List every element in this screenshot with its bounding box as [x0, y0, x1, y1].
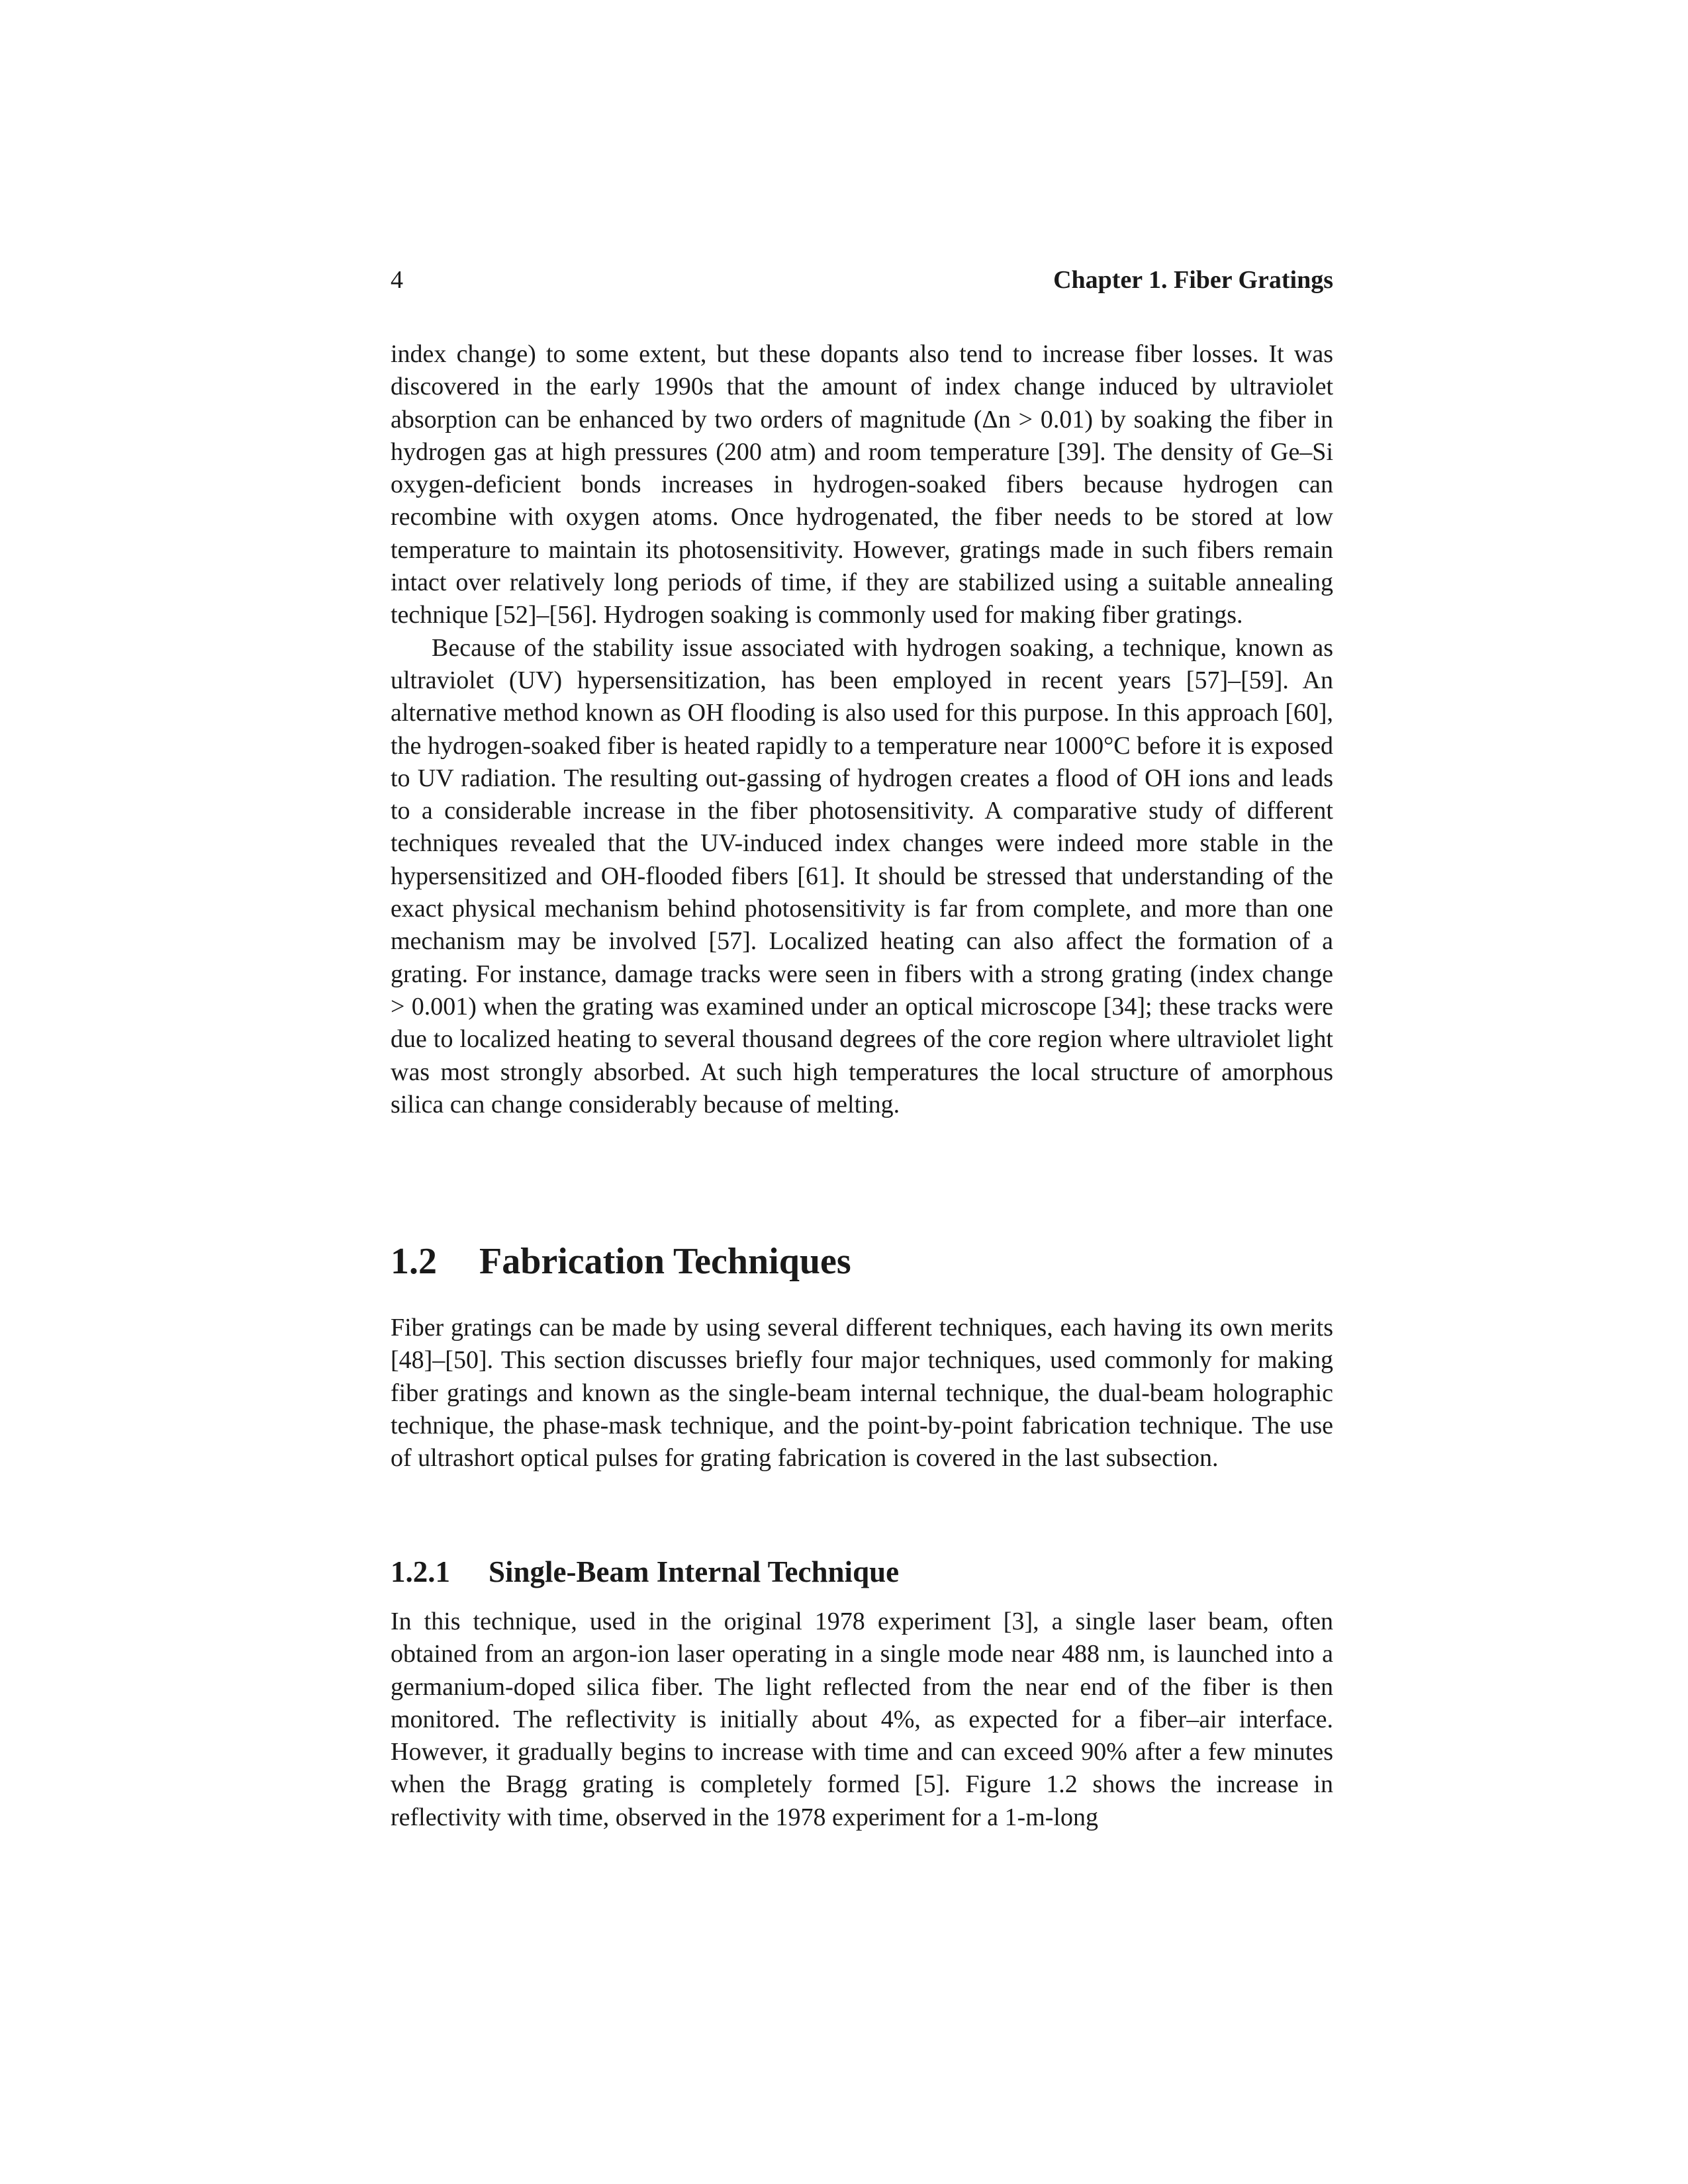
intro-text-block — [391, 338, 1333, 1121]
subsection-text-block — [391, 1606, 1333, 1834]
running-head: Chapter 1. Fiber Gratings — [1053, 266, 1333, 294]
paragraph: Because of the stability issue associated with hydrogen soaking, a technique, known as ultraviolet (UV) hypersensitization, has been employed in recent years [57]–[59]. An alternative method known as OH flooding is also used for this purpose. In this approach [60], the hydrogen-soaked fiber is heated rapidly to a temperature near 1000°C before it is exposed to UV radiation. The resulting out-gassing of hydrogen creates a flood of OH ions and leads to a considerable increase in the fiber photosensitivity. A comparative study of different techniques revealed that the UV-induced index changes were indeed more stable in the hypersensitized and OH-flooded fibers [61]. It should be stressed that understanding of the exact physical mechanism behind photosensitivity is far from complete, and more than one mechanism may be involved [57]. Localized heating can also affect the formation of a grating. For instance, damage tracks were seen in fibers with a strong grating (index change > 0.001) when the grating was examined under an optical microscope [34]; these tracks were due to localized heating to several thousand degrees of the core region where ultraviolet light was most strongly absorbed. At such high temperatures the local structure of amorphous silica can change considerably because of melting. — [391, 633, 1333, 1118]
paragraph: index change) to some extent, but these dopants also tend to increase fiber losses. It was discovered in the early 1990s that the amount of index change induced by ultraviolet absorption can be enhanced by two orders of magnitude (Δn > 0.01) by soaking the fiber in hydrogen gas at high pressures (200 atm) and room temperature [39]. The density of Ge–Si oxygen-deficient bonds increases in hydrogen-soaked fibers because hydrogen can recombine with oxygen atoms. Once hydrogenated, the fiber needs to be stored at low temperature to maintain its photosensitivity. However, gratings made in such fibers remain intact over relatively long periods of time, if they are stabilized using a suitable annealing technique [52]–[56]. Hydrogen soaking is commonly used for making fiber gratings. — [391, 340, 1333, 629]
subsection-number: 1.2.1 — [391, 1555, 450, 1588]
subsection-heading — [391, 1550, 899, 1594]
section-text-block — [391, 1312, 1333, 1475]
section-heading — [391, 1235, 851, 1288]
section-number: 1.2 — [391, 1241, 437, 1282]
page-header — [391, 260, 1333, 300]
section-title: Fabrication Techniques — [479, 1241, 851, 1282]
paragraph: Fiber gratings can be made by using several different techniques, each having its own merits [48]–[50]. This section discusses briefly four major techniques, used commonly for making fiber gratings and known as the single-beam internal technique, the dual-beam holographic technique, the phase-mask technique, and the point-by-point fabrication technique. The use of ultrashort optical pulses for grating fabrication is covered in the last subsection. — [391, 1314, 1333, 1473]
paragraph: In this technique, used in the original 1978 experiment [3], a single laser beam, often obtained from an argon-ion laser operating in a single mode near 488 nm, is launched into a germanium-doped silica fiber. The light reflected from the near end of the fiber is then monitored. The reflectivity is initially about 4%, as expected for a fiber–air interface. However, it gradually begins to increase with time and can exceed 90% after a few minutes when the Bragg grating is completely formed [5]. Figure 1.2 shows the increase in reflectivity with time, observed in the 1978 experiment for a 1-m-long — [391, 1608, 1333, 1831]
page-number: 4 — [391, 266, 403, 294]
subsection-title: Single-Beam Internal Technique — [489, 1555, 900, 1588]
